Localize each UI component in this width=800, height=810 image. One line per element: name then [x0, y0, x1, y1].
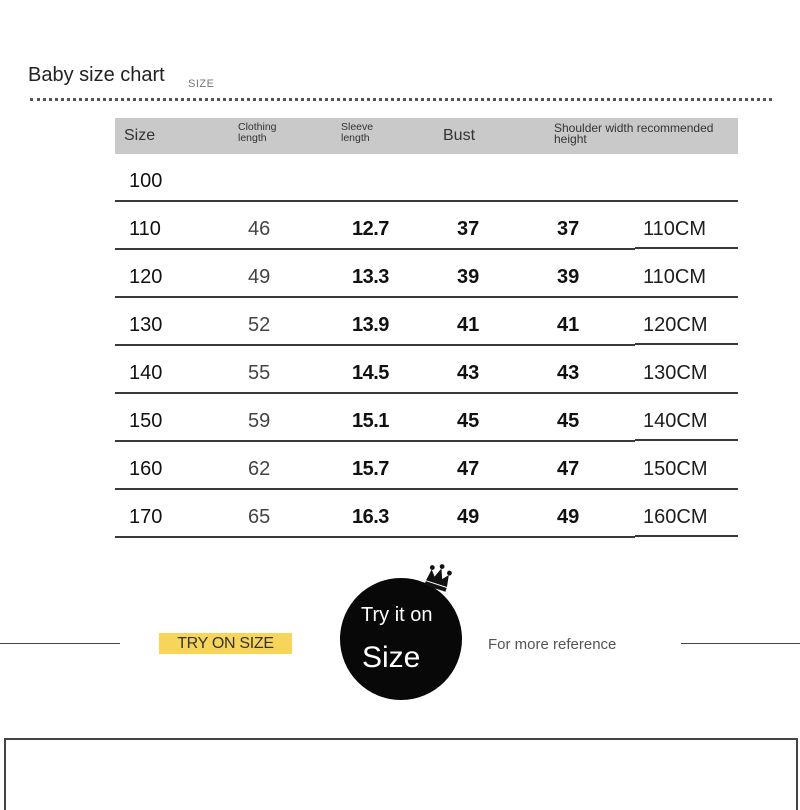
cell-sleeve-length: 13.3: [352, 266, 389, 288]
cell-clothing-length: 65: [248, 506, 271, 528]
header-sleeve-line1: Sleeve: [341, 121, 374, 133]
cell-sleeve-length: 13.9: [352, 314, 389, 336]
row-separator: [635, 247, 738, 249]
cell-bust: 47: [457, 458, 480, 480]
cell-bust: 45: [457, 410, 480, 432]
dotted-divider: [30, 98, 772, 101]
cell-clothing-length: 46: [248, 218, 271, 240]
header-bust: Bust: [443, 127, 476, 144]
header-clothing-line2: length: [238, 132, 267, 144]
table-row: [115, 202, 738, 250]
table-header: [115, 118, 738, 154]
cell-size: 150: [129, 410, 163, 432]
cell-clothing-length: 49: [248, 266, 271, 288]
cell-shoulder: 43: [557, 362, 580, 384]
cell-height: 130CM: [643, 362, 708, 384]
try-on-circle: [340, 578, 462, 700]
table-body: [115, 154, 738, 538]
cell-clothing-length: 59: [248, 410, 271, 432]
cell-sleeve-length: 15.1: [352, 410, 389, 432]
header-shoulder-line2: height: [554, 132, 587, 146]
divider-left: [0, 643, 120, 644]
cell-height: 110CM: [643, 218, 706, 240]
reference-text: For more reference: [488, 636, 617, 653]
cell-size: 140: [129, 362, 163, 384]
cell-size: 120: [129, 266, 163, 288]
header-shoulder: [554, 123, 713, 145]
cell-bust: 41: [457, 314, 480, 336]
circle-text-line2: Size: [362, 641, 421, 674]
cell-size: 170: [129, 506, 163, 528]
cell-height: 140CM: [643, 410, 708, 432]
cell-shoulder: 49: [557, 506, 580, 528]
row-separator: [635, 439, 738, 441]
cell-bust: 43: [457, 362, 480, 384]
bottom-frame: [4, 738, 798, 810]
table-row: [115, 154, 738, 202]
cell-size: 130: [129, 314, 163, 336]
cell-sleeve-length: 16.3: [352, 506, 389, 528]
table-row: [115, 250, 738, 298]
cell-bust: 49: [457, 506, 480, 528]
header-clothing-line1: Clothing: [238, 121, 277, 133]
cell-clothing-length: 55: [248, 362, 271, 384]
header-sleeve-line2: length: [341, 132, 370, 144]
header-sleeve-length: [341, 122, 373, 144]
page-subtitle: SIZE: [188, 78, 215, 90]
table-row: [115, 442, 738, 490]
cell-clothing-length: 62: [248, 458, 271, 480]
circle-text-line1: Try it on: [361, 604, 433, 626]
size-table: [115, 118, 738, 538]
cell-sleeve-length: 15.7: [352, 458, 389, 480]
cell-size: 110: [129, 218, 161, 240]
crown-icon: [424, 560, 454, 592]
try-on-size-badge: TRY ON SIZE: [159, 633, 292, 654]
cell-shoulder: 39: [557, 266, 580, 288]
cell-height: 160CM: [643, 506, 708, 528]
row-separator: [115, 536, 635, 538]
cell-bust: 37: [457, 218, 480, 240]
cell-sleeve-length: 12.7: [352, 218, 389, 240]
row-separator: [635, 535, 738, 537]
cell-shoulder: 37: [557, 218, 580, 240]
cell-height: 150CM: [643, 458, 708, 480]
row-separator: [635, 343, 738, 345]
header-shoulder-line1: Shoulder width recommended: [554, 121, 714, 135]
cell-size: 100: [129, 170, 163, 192]
divider-right: [681, 643, 800, 644]
cell-size: 160: [129, 458, 163, 480]
cell-height: 110CM: [643, 266, 706, 288]
cell-bust: 39: [457, 266, 480, 288]
cell-sleeve-length: 14.5: [352, 362, 389, 384]
page-title: Baby size chart: [28, 64, 165, 86]
cell-height: 120CM: [643, 314, 708, 336]
table-row: [115, 298, 738, 346]
cell-clothing-length: 52: [248, 314, 271, 336]
header-size: Size: [124, 127, 156, 144]
table-row: [115, 394, 738, 442]
cell-shoulder: 47: [557, 458, 580, 480]
header-clothing-length: [238, 122, 277, 144]
table-row: [115, 346, 738, 394]
table-row: [115, 490, 738, 538]
cell-shoulder: 45: [557, 410, 580, 432]
cell-shoulder: 41: [557, 314, 580, 336]
